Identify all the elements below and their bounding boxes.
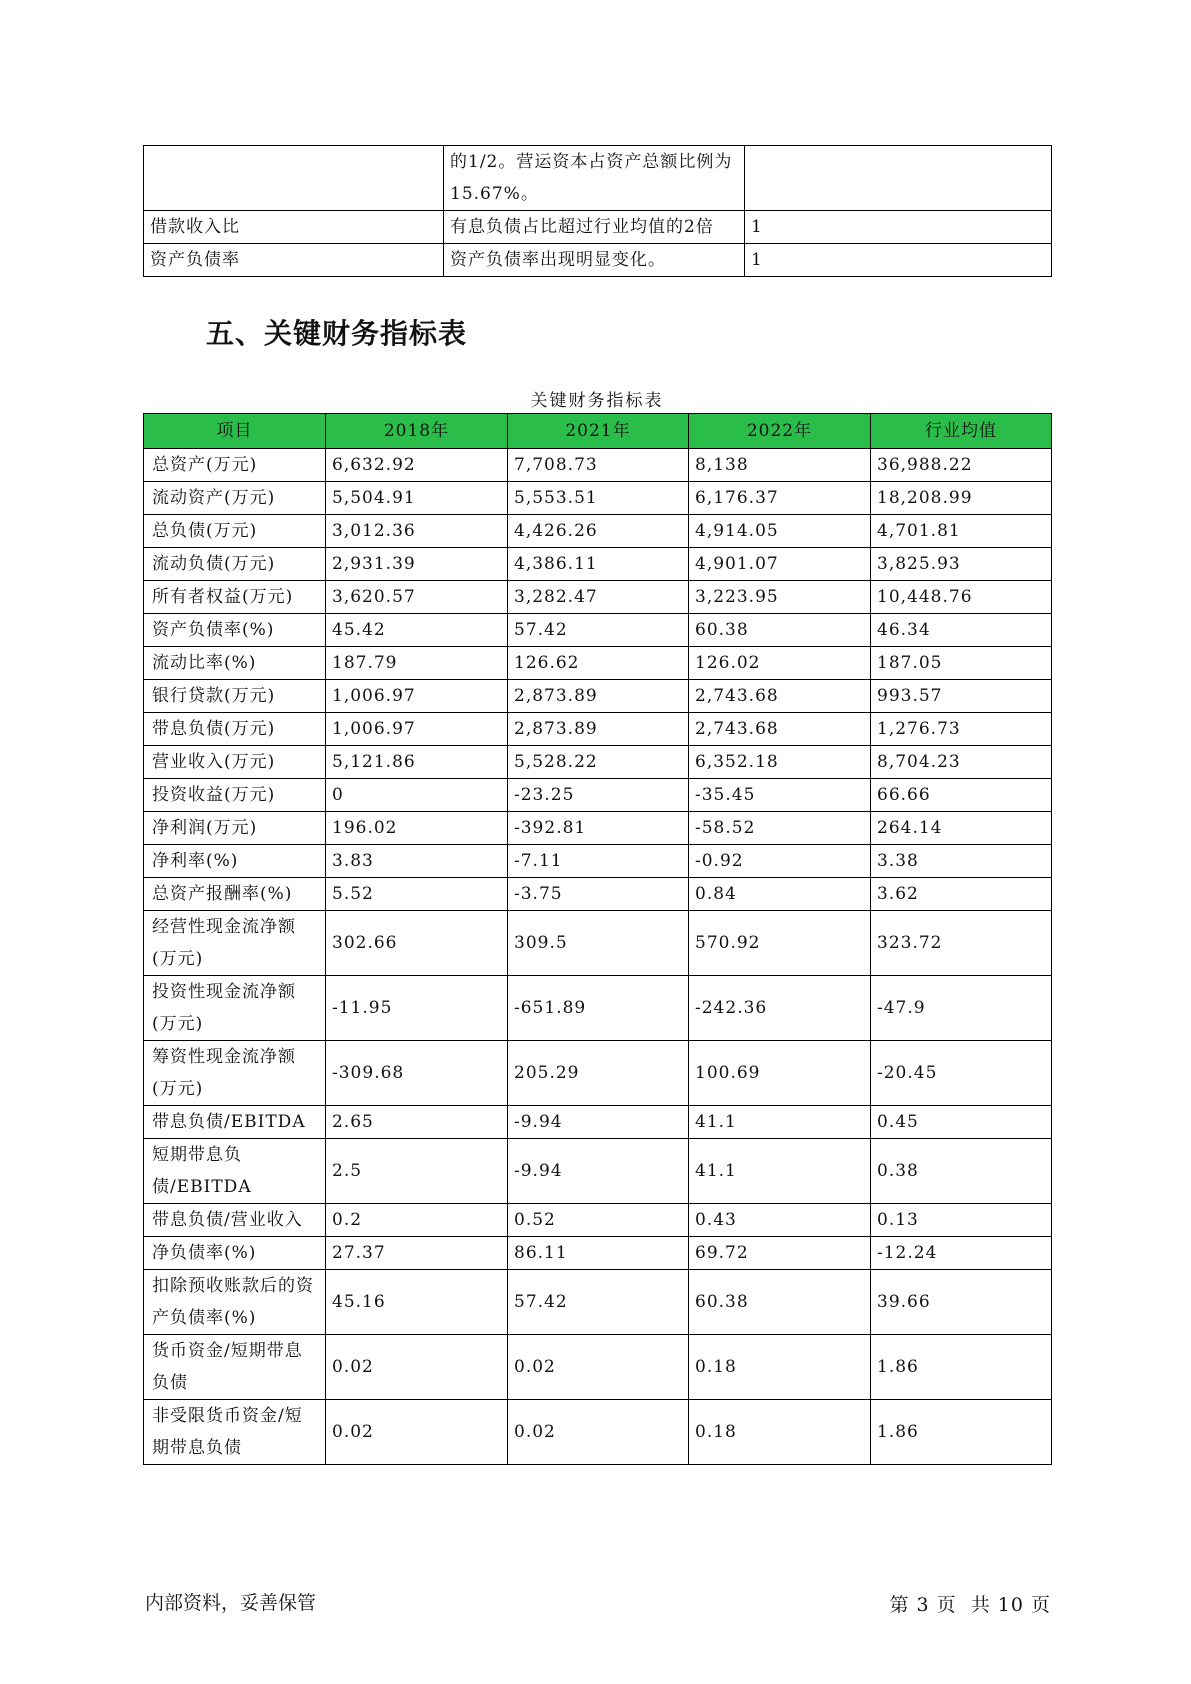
table-row	[144, 1041, 1052, 1106]
risk-table	[143, 145, 1052, 277]
column-header: 行业均值	[871, 414, 1052, 449]
value-cell: 1.86	[871, 1335, 1052, 1400]
value-cell: -23.25	[508, 779, 689, 812]
row-label-cell: 总资产(万元)	[144, 449, 326, 482]
value-cell: 7,708.73	[508, 449, 689, 482]
table-row	[144, 1270, 1052, 1335]
value-cell: 0.38	[871, 1139, 1052, 1204]
value-cell: -47.9	[871, 976, 1052, 1041]
value-cell: 323.72	[871, 911, 1052, 976]
value-cell: 41.1	[689, 1139, 871, 1204]
section-heading: 五、关键财务指标表	[206, 317, 468, 350]
row-label-cell: 货币资金/短期带息负债	[144, 1335, 326, 1400]
row-label-cell: 带息负债/营业收入	[144, 1204, 326, 1237]
value-cell: -11.95	[326, 976, 508, 1041]
risk-description-cell: 资产负债率出现明显变化。	[444, 244, 745, 277]
column-header: 2018年	[326, 414, 508, 449]
value-cell: 302.66	[326, 911, 508, 976]
value-cell: 2,931.39	[326, 548, 508, 581]
table-row	[144, 515, 1052, 548]
value-cell: 187.79	[326, 647, 508, 680]
row-label-cell: 扣除预收账款后的资产负债率(%)	[144, 1270, 326, 1335]
value-cell: 2,743.68	[689, 680, 871, 713]
value-cell: 0.2	[326, 1204, 508, 1237]
table-row	[144, 779, 1052, 812]
row-label-cell: 经营性现金流净额(万元)	[144, 911, 326, 976]
table-row	[144, 746, 1052, 779]
value-cell: -309.68	[326, 1041, 508, 1106]
value-cell: 0.18	[689, 1400, 871, 1465]
value-cell: 5,504.91	[326, 482, 508, 515]
value-cell: 0.18	[689, 1335, 871, 1400]
value-cell: 993.57	[871, 680, 1052, 713]
value-cell: 126.02	[689, 647, 871, 680]
table-header-row	[144, 414, 1052, 449]
value-cell: 18,208.99	[871, 482, 1052, 515]
value-cell: 45.16	[326, 1270, 508, 1335]
column-header: 项目	[144, 414, 326, 449]
value-cell: -242.36	[689, 976, 871, 1041]
value-cell: 69.72	[689, 1237, 871, 1270]
row-label-cell: 净负债率(%)	[144, 1237, 326, 1270]
value-cell: 66.66	[871, 779, 1052, 812]
value-cell: 41.1	[689, 1106, 871, 1139]
table-row	[144, 1106, 1052, 1139]
row-label-cell: 筹资性现金流净额(万元)	[144, 1041, 326, 1106]
value-cell: 2,873.89	[508, 680, 689, 713]
footer-page-number: 第 3 页 共 10 页	[889, 1594, 1051, 1616]
value-cell: 187.05	[871, 647, 1052, 680]
table-row	[144, 812, 1052, 845]
table-caption: 关键财务指标表	[530, 391, 664, 411]
value-cell: 60.38	[689, 614, 871, 647]
value-cell: -58.52	[689, 812, 871, 845]
value-cell: 2.65	[326, 1106, 508, 1139]
value-cell: 4,901.07	[689, 548, 871, 581]
row-label-cell: 净利率(%)	[144, 845, 326, 878]
value-cell: 10,448.76	[871, 581, 1052, 614]
value-cell: 39.66	[871, 1270, 1052, 1335]
row-label-cell: 带息负债(万元)	[144, 713, 326, 746]
value-cell: 0.02	[508, 1335, 689, 1400]
risk-item-cell: 资产负债率	[144, 244, 444, 277]
value-cell: 3,825.93	[871, 548, 1052, 581]
value-cell: 1,276.73	[871, 713, 1052, 746]
row-label-cell: 净利润(万元)	[144, 812, 326, 845]
value-cell: 57.42	[508, 614, 689, 647]
risk-description-cell: 的1/2。营运资本占资产总额比例为15.67%。	[444, 146, 745, 211]
value-cell: -392.81	[508, 812, 689, 845]
value-cell: 205.29	[508, 1041, 689, 1106]
value-cell: 0.52	[508, 1204, 689, 1237]
value-cell: 0.02	[326, 1400, 508, 1465]
row-label-cell: 营业收入(万元)	[144, 746, 326, 779]
value-cell: 2.5	[326, 1139, 508, 1204]
table-row	[144, 548, 1052, 581]
value-cell: 6,176.37	[689, 482, 871, 515]
table-row	[144, 449, 1052, 482]
table-row	[144, 482, 1052, 515]
value-cell: 0.13	[871, 1204, 1052, 1237]
value-cell: 196.02	[326, 812, 508, 845]
risk-description-cell: 有息负债占比超过行业均值的2倍	[444, 211, 745, 244]
value-cell: 57.42	[508, 1270, 689, 1335]
table-row	[144, 1204, 1052, 1237]
table-row	[144, 1400, 1052, 1465]
risk-score-cell	[745, 146, 1052, 211]
value-cell: 3,012.36	[326, 515, 508, 548]
table-row	[144, 1237, 1052, 1270]
table-row	[144, 680, 1052, 713]
value-cell: 0.84	[689, 878, 871, 911]
table-row	[144, 581, 1052, 614]
column-header: 2022年	[689, 414, 871, 449]
row-label-cell: 所有者权益(万元)	[144, 581, 326, 614]
value-cell: 2,743.68	[689, 713, 871, 746]
value-cell: -12.24	[871, 1237, 1052, 1270]
value-cell: -35.45	[689, 779, 871, 812]
value-cell: 3,223.95	[689, 581, 871, 614]
value-cell: 45.42	[326, 614, 508, 647]
value-cell: 27.37	[326, 1237, 508, 1270]
value-cell: 46.34	[871, 614, 1052, 647]
value-cell: 36,988.22	[871, 449, 1052, 482]
table-row	[144, 878, 1052, 911]
row-label-cell: 流动负债(万元)	[144, 548, 326, 581]
value-cell: 570.92	[689, 911, 871, 976]
table-row	[144, 911, 1052, 976]
row-label-cell: 带息负债/EBITDA	[144, 1106, 326, 1139]
value-cell: 0	[326, 779, 508, 812]
row-label-cell: 总资产报酬率(%)	[144, 878, 326, 911]
value-cell: 3,620.57	[326, 581, 508, 614]
value-cell: 309.5	[508, 911, 689, 976]
value-cell: 3.83	[326, 845, 508, 878]
value-cell: -9.94	[508, 1106, 689, 1139]
footer-confidential-note: 内部资料，妥善保管	[145, 1592, 317, 1614]
value-cell: 2,873.89	[508, 713, 689, 746]
value-cell: 0.43	[689, 1204, 871, 1237]
financial-indicators-table	[143, 413, 1052, 1465]
table-row	[144, 713, 1052, 746]
value-cell: 8,138	[689, 449, 871, 482]
risk-table-row	[144, 211, 1052, 244]
column-header: 2021年	[508, 414, 689, 449]
table-row	[144, 845, 1052, 878]
table-row	[144, 614, 1052, 647]
value-cell: -651.89	[508, 976, 689, 1041]
row-label-cell: 资产负债率(%)	[144, 614, 326, 647]
value-cell: 3,282.47	[508, 581, 689, 614]
value-cell: -0.92	[689, 845, 871, 878]
value-cell: -20.45	[871, 1041, 1052, 1106]
value-cell: 0.45	[871, 1106, 1052, 1139]
row-label-cell: 投资收益(万元)	[144, 779, 326, 812]
value-cell: 1,006.97	[326, 680, 508, 713]
value-cell: 5,553.51	[508, 482, 689, 515]
value-cell: 60.38	[689, 1270, 871, 1335]
value-cell: -9.94	[508, 1139, 689, 1204]
value-cell: 4,386.11	[508, 548, 689, 581]
value-cell: 126.62	[508, 647, 689, 680]
value-cell: 5,528.22	[508, 746, 689, 779]
row-label-cell: 银行贷款(万元)	[144, 680, 326, 713]
row-label-cell: 流动资产(万元)	[144, 482, 326, 515]
risk-item-cell	[144, 146, 444, 211]
value-cell: 1.86	[871, 1400, 1052, 1465]
value-cell: 100.69	[689, 1041, 871, 1106]
risk-score-cell: 1	[745, 211, 1052, 244]
table-row	[144, 976, 1052, 1041]
value-cell: 6,632.92	[326, 449, 508, 482]
table-row	[144, 647, 1052, 680]
value-cell: 1,006.97	[326, 713, 508, 746]
value-cell: 6,352.18	[689, 746, 871, 779]
table-row	[144, 1139, 1052, 1204]
value-cell: 86.11	[508, 1237, 689, 1270]
risk-table-row	[144, 146, 1052, 211]
value-cell: 3.38	[871, 845, 1052, 878]
row-label-cell: 非受限货币资金/短期带息负债	[144, 1400, 326, 1465]
row-label-cell: 流动比率(%)	[144, 647, 326, 680]
table-row	[144, 1335, 1052, 1400]
value-cell: -3.75	[508, 878, 689, 911]
value-cell: 4,426.26	[508, 515, 689, 548]
row-label-cell: 总负债(万元)	[144, 515, 326, 548]
value-cell: 3.62	[871, 878, 1052, 911]
value-cell: 4,701.81	[871, 515, 1052, 548]
risk-item-cell: 借款收入比	[144, 211, 444, 244]
value-cell: 8,704.23	[871, 746, 1052, 779]
value-cell: 5,121.86	[326, 746, 508, 779]
risk-score-cell: 1	[745, 244, 1052, 277]
row-label-cell: 投资性现金流净额(万元)	[144, 976, 326, 1041]
row-label-cell: 短期带息负债/EBITDA	[144, 1139, 326, 1204]
risk-table-row	[144, 244, 1052, 277]
value-cell: 0.02	[508, 1400, 689, 1465]
value-cell: 264.14	[871, 812, 1052, 845]
value-cell: 0.02	[326, 1335, 508, 1400]
value-cell: 4,914.05	[689, 515, 871, 548]
value-cell: -7.11	[508, 845, 689, 878]
value-cell: 5.52	[326, 878, 508, 911]
